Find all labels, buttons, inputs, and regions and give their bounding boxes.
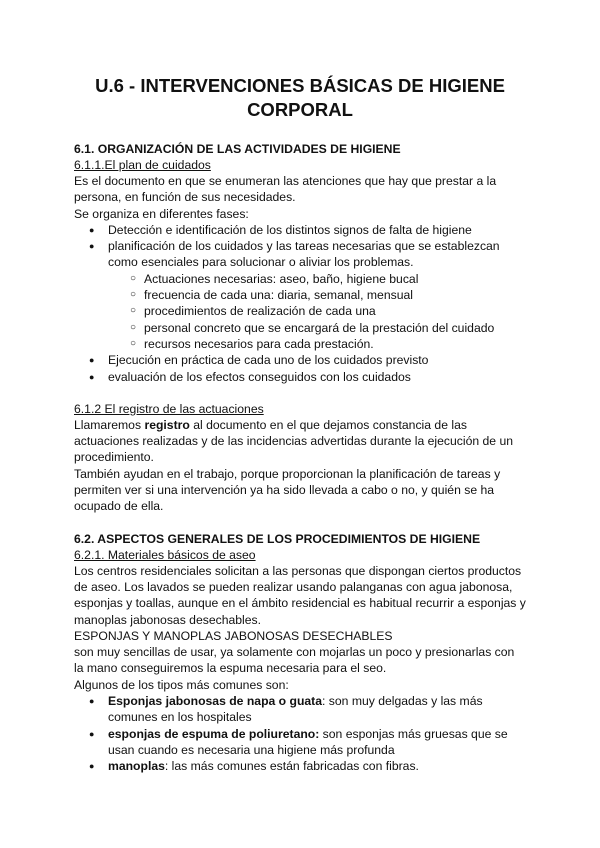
sub-list-item: ○ recursos necesarios para cada prestación.: [74, 336, 526, 352]
list-item: [74, 238, 526, 352]
list-item-text: son esponjas más gruesas que se usan cuando es necesaria una higiene más profunda: [108, 726, 508, 757]
subsection-heading-6-1-2: 6.1.2 El registro de las actuaciones: [74, 401, 264, 416]
list-item: ● Ejecución en práctica de cada uno de los cuidados previsto: [74, 352, 526, 368]
list-item: ● evaluación de los efectos conseguidos con los cuidados: [74, 369, 526, 385]
paragraph: También ayudan en el trabajo, porque proporcionan la planificación de tareas y permiten ver si una intervención ya ha sido llevada a cabo o no, y quién se ha ocupado de ella.: [74, 466, 501, 514]
list-item: [74, 758, 526, 774]
bullet-list: [74, 222, 526, 385]
bold-term: esponjas de espuma de poliuretano:: [108, 726, 320, 741]
subsection-heading-6-2-1: 6.2.1. Materiales básicos de aseo: [74, 547, 256, 562]
bold-term: manoplas: [108, 759, 165, 774]
paragraph: [74, 417, 526, 466]
list-item-text: : las más comunes están fabricadas con fibras.: [164, 759, 419, 774]
list-item-text: : son muy delgadas y las más comunes en los hospitales: [108, 694, 483, 725]
document-title: U.6 - INTERVENCIONES BÁSICAS DE HIGIENE CORPORAL: [95, 75, 505, 120]
list-item: [74, 693, 526, 726]
paragraph: Los centros residenciales solicitan a las personas que dispongan ciertos productos de aseo. Los lavados se pueden realizar usando palanganas con agua jabonosa, esponjas y toallas, aunque en el ámbito residencial es habitual recurrir a esponjas y manoplas jabonosas desechables.: [74, 563, 526, 627]
paragraph: Se organiza en diferentes fases:: [74, 206, 249, 221]
paragraph-text: Llamaremos: [74, 417, 145, 432]
sub-bullet-list: [108, 271, 526, 352]
paragraph: Algunos de los tipos más comunes son:: [74, 677, 289, 692]
spacer: [74, 385, 526, 401]
sub-list-item: ○ frecuencia de cada una: diaria, semanal, mensual: [74, 287, 526, 303]
section-heading-6-1: 6.1. ORGANIZACIÓN DE LAS ACTIVIDADES DE HIGIENE: [74, 142, 401, 156]
paragraph: Es el documento en que se enumeran las atenciones que hay que prestar a la persona, en función de sus necesidades.: [74, 174, 497, 205]
list-item-text: planificación de los cuidados y las tareas necesarias que se establezcan como esenciales para solucionar o aliviar los problemas.: [108, 239, 500, 270]
list-item: [74, 726, 526, 759]
subsection-heading-6-1-1: 6.1.1.El plan de cuidados: [74, 158, 211, 172]
bullet-list: [74, 693, 526, 774]
section-heading-6-2: 6.2. ASPECTOS GENERALES DE LOS PROCEDIMIENTOS DE HIGIENE: [74, 531, 481, 546]
sub-list-item: ○ procedimientos de realización de cada una: [74, 303, 526, 319]
paragraph-text: al documento en el que dejamos constancia de las actuaciones realizadas y de las incidencias advertidas durante la ejecución de un procedimiento.: [74, 417, 514, 465]
list-item: ● Detección e identificación de los distintos signos de falta de higiene: [74, 222, 526, 238]
sub-list-item: ○ Actuaciones necesarias: aseo, baño, higiene bucal: [74, 271, 526, 287]
sub-list-item: ○ personal concreto que se encargará de la prestación del cuidado: [74, 320, 526, 336]
paragraph: son muy sencillas de usar, ya solamente con mojarlas un poco y presionarlas con la mano conseguiremos la espuma necesaria para el seo.: [74, 645, 515, 676]
spacer: [74, 515, 526, 531]
bold-term: Esponjas jabonosas de napa o guata: [108, 694, 323, 709]
bold-term: registro: [144, 417, 190, 432]
paragraph: ESPONJAS Y MANOPLAS JABONOSAS DESECHABLES: [74, 628, 393, 643]
